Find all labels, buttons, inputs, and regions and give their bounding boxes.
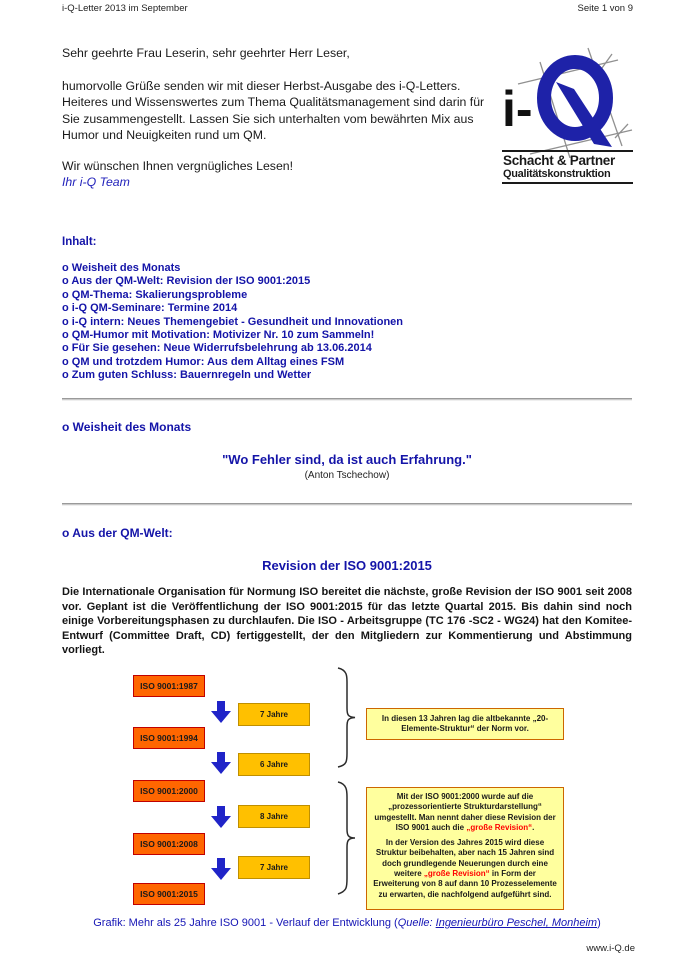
iso-version-box: ISO 9001:1994: [133, 727, 205, 749]
interval-box: 8 Jahre: [238, 805, 310, 828]
highlighted-text: „große Revision“: [466, 822, 533, 832]
note-box-20-elemente: [366, 708, 564, 740]
iso-version-box: ISO 9001:2000: [133, 780, 205, 802]
quelle-label: Quelle:: [397, 917, 436, 929]
toc-item: o Zum guten Schluss: Bauernregeln und Wetter: [62, 369, 312, 382]
curly-brace-icon: [334, 665, 356, 770]
note-box-grosse-revision: [366, 787, 564, 910]
toc-title: Inhalt:: [62, 236, 97, 248]
header-title: i-Q-Letter 2013 im September: [62, 3, 188, 14]
iso-version-box: ISO 9001:1987: [133, 675, 205, 697]
iso-version-box: ISO 9001:2015: [133, 883, 205, 905]
toc-item: o Für Sie gesehen: Neue Widerrufsbelehrung ab 13.06.2014: [62, 342, 372, 355]
section-divider: [62, 503, 632, 506]
closing-line: Wir wünschen Ihnen vergnügliches Lesen!: [62, 159, 294, 173]
down-arrow-icon: [211, 752, 231, 775]
logo-company-block: [502, 150, 633, 184]
logo-company-name: Schacht & Partner: [503, 153, 615, 168]
toc-item: o QM und trotzdem Humor: Aus dem Alltag eines FSM: [62, 355, 345, 368]
interval-box: 7 Jahre: [238, 856, 310, 879]
wisdom-author: (Anton Tschechow): [304, 470, 390, 481]
source-link[interactable]: Ingenieurbüro Peschel, Monheim: [435, 917, 598, 929]
salutation: Sehr geehrte Frau Leserin, sehr geehrter Herr Leser,: [62, 46, 350, 60]
wisdom-heading: o Weisheit des Monats: [62, 420, 192, 434]
interval-box: 7 Jahre: [238, 703, 310, 726]
interval-box: 6 Jahre: [238, 753, 310, 776]
curly-brace-icon: [334, 779, 356, 897]
qm-welt-heading: o Aus der QM-Welt:: [62, 526, 173, 540]
wisdom-quote: "Wo Fehler sind, da ist auch Erfahrung.": [222, 452, 472, 467]
qm-welt-paragraph: Die Internationale Organisation für Normung ISO bereitet die nächste, große Revision der ISO 9001 seit 2008 vor. Geplant ist die Veröffentlichung der ISO 9001:2015 für das letzte Quartal 2015. Bis dahin sind noch einige Vorbereitungsphasen zu durchlaufen. Die ISO - Arbeitsgruppe (TC 176 -SC2 - WG24) hat den Komitee-Entwurf (Committee Draft, CD) fertiggestellt, der den Mitgliedern zur Kommentierung und Abstimmung vorliegt.: [62, 586, 632, 657]
down-arrow-icon: [211, 806, 231, 829]
toc-item: o Weisheit des Monats: [62, 262, 181, 274]
figure-caption: Grafik: Mehr als 25 Jahre ISO 9001 - Verlauf der Entwicklung (Quelle: Ingenieurbüro Peschel, Monheim): [93, 917, 601, 929]
toc-item: o i-Q intern: Neues Themengebiet - Gesundheit und Innovationen: [62, 315, 404, 328]
toc-item: o QM-Thema: Skalierungsprobleme: [62, 288, 248, 301]
signature: Ihr i-Q Team: [62, 175, 130, 189]
logo-company-subtitle: Qualitätskonstruktion: [503, 168, 611, 180]
toc-item: o i-Q QM-Seminare: Termine 2014: [62, 302, 238, 315]
note-paragraph: Mit der ISO 9001:2000 wurde auf die „prozessorientierte Strukturdarstellung“ umgestellt. Man nennt daher diese Revision der ISO 9001 auch die „große Revision“.: [374, 792, 556, 832]
iq-logo-icon: [490, 46, 640, 158]
toc-item: o QM-Humor mit Motivation: Motivizer Nr. 10 zum Sammeln!: [62, 329, 375, 342]
qm-welt-subheading: Revision der ISO 9001:2015: [262, 558, 432, 573]
toc-list: [62, 262, 403, 383]
highlighted-text: „große Revision“: [423, 869, 490, 879]
footer-url: www.i-Q.de: [586, 943, 635, 954]
note-paragraph: In der Version des Jahres 2015 wird diese Struktur beibehalten, aber nach 15 Jahren sind doch grundlegende Neuerungen durch eine weitere „große Revision“ in Form der Erweiterung von 8 auf dann 10 Prozesselemente zu erwarten, die nachfolgend aufgeführt sind.: [373, 838, 557, 899]
iso-version-box: ISO 9001:2008: [133, 833, 205, 855]
down-arrow-icon: [211, 701, 231, 724]
greeting-paragraph: humorvolle Grüße senden wir mit dieser Herbst-Ausgabe des i-Q-Letters. Heiteres und Wissenswertes zum Thema Qualitätsmanagement sind darin für Sie zusammengestellt. Lassen Sie sich unterhalten vom bewährten Mix aus Humor und Neuigkeiten rund um QM.: [62, 79, 485, 143]
note-text: In diesen 13 Jahren lag die altbekannte „20- Elemente-Struktur“ der Norm vor.: [381, 713, 549, 733]
toc-item: o Aus der QM-Welt: Revision der ISO 9001:2015: [62, 275, 311, 288]
down-arrow-icon: [211, 858, 231, 881]
section-divider: [62, 398, 632, 401]
page-number: Seite 1 von 9: [577, 3, 633, 14]
logo-i-text: i-: [502, 81, 533, 137]
